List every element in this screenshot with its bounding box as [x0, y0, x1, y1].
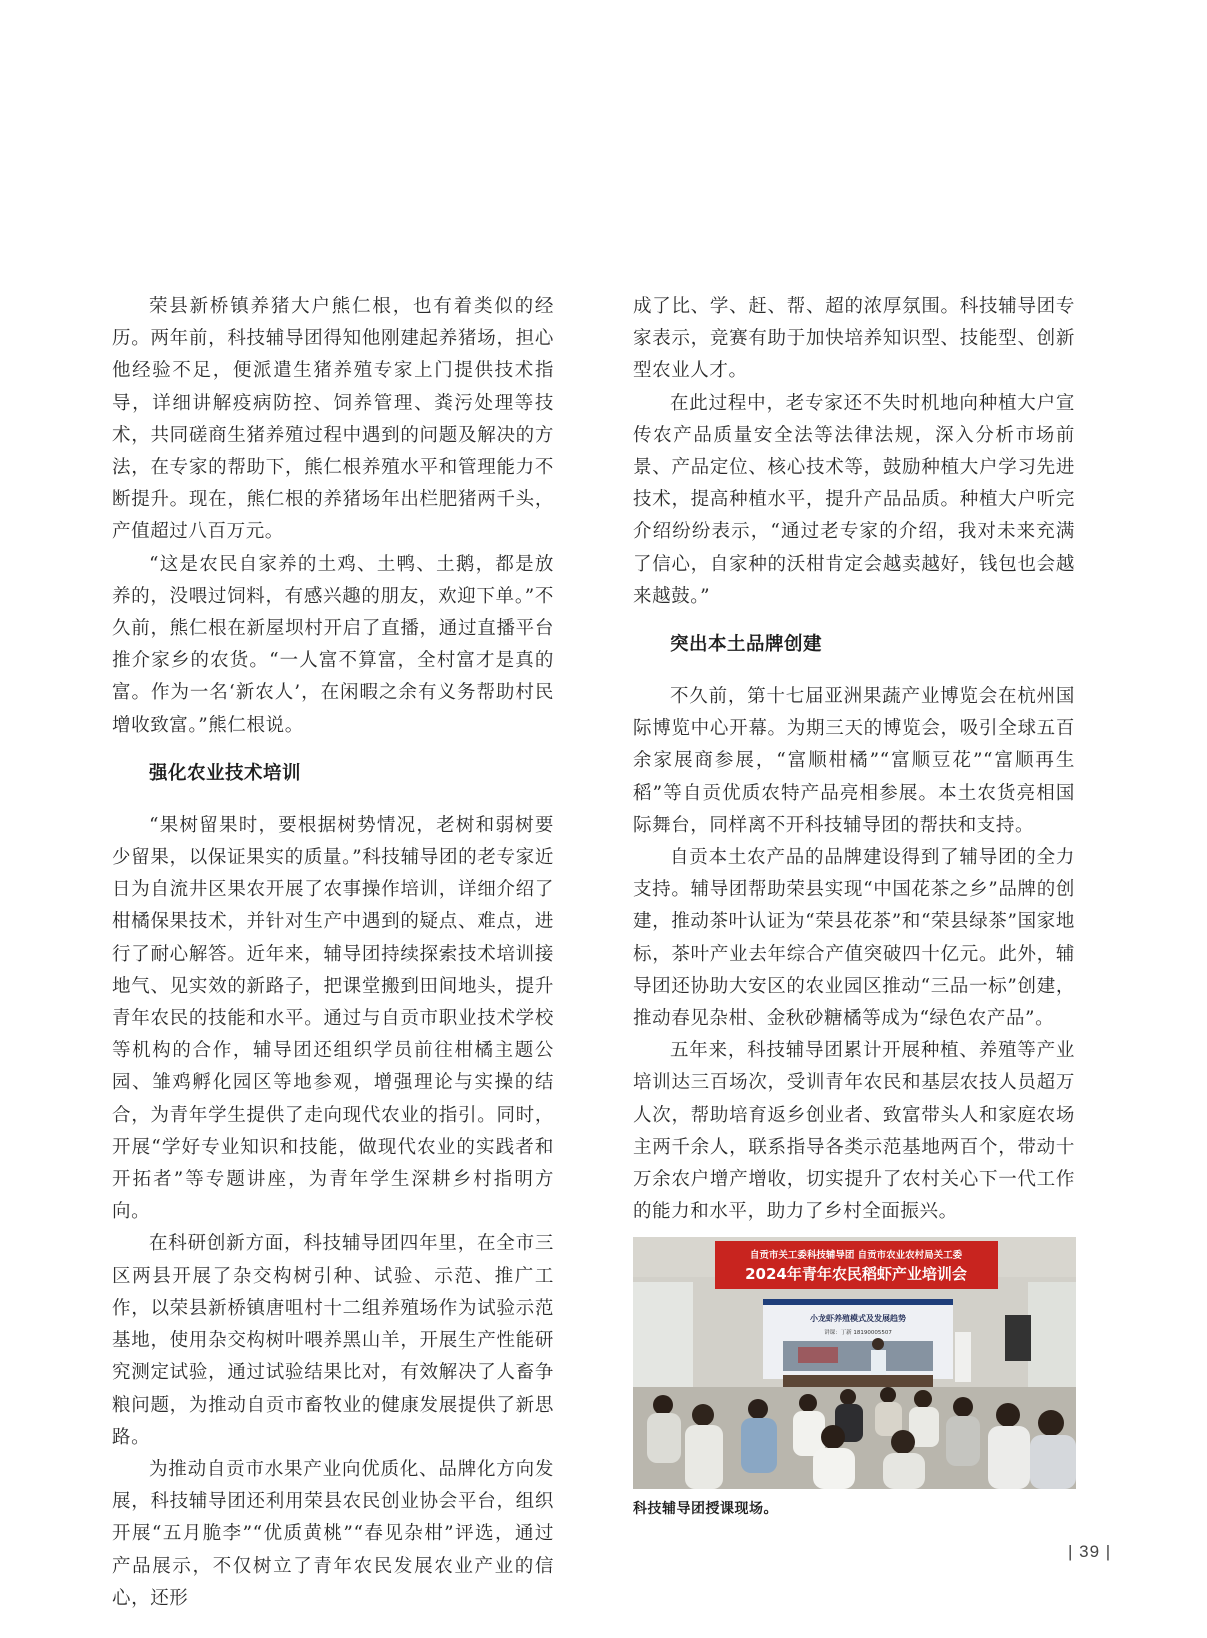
paragraph: 为推动自贡市水果产业向优质化、品牌化方向发展，科技辅导团还利用荣县农民创业协会平台，组织开展“五月脆李”“优质黄桃”“春见杂柑”评选，通过产品展示，不仅树立了青年农民发展农业产业的信心，还形 — [112, 1458, 554, 1609]
paragraph: 在此过程中，老专家还不失时机地向种植大户宣传农产品质量安全法等法律法规，深入分析市场前景、产品定位、核心技术等，鼓励种植大户学习先进技术，提高种植水平，提升产品品质。种植大户听完介绍纷纷表示，“通过老专家的介绍，我对未来充满了信心，自家种的沃柑肯定会越卖越好，钱包也会越来越鼓。” — [633, 392, 1075, 607]
paragraph: “这是农民自家养的土鸡、土鸭、土鹅，都是放养的，没喂过饲料，有感兴趣的朋友，欢迎下单。”不久前，熊仁根在新屋坝村开启了直播，通过直播平台推介家乡的农货。“一人富不算富，全村富才是真的富。作为一名‘新农人’，在闲暇之余有义务帮助村民增收致富。”熊仁根说。 — [112, 553, 554, 736]
paragraph: 自贡本土农产品的品牌建设得到了辅导团的全力支持。辅导团帮助荣县实现“中国花茶之乡”品牌的创建，推动茶叶认证为“荣县花茶”和“荣县绿茶”国家地标，茶叶产业去年综合产值突破四十亿元。此外，辅导团还协助大安区的农业园区推动“三品一标”创建，推动春见杂柑、金秋砂糖橘等成为“绿色农产品”。 — [633, 847, 1075, 1030]
photo-caption: 科技辅导团授课现场。 — [633, 1501, 778, 1517]
screen-subtitle: 讲课：丁新 18190005507 — [824, 1330, 892, 1336]
section-heading: 突出本土品牌创建 — [670, 634, 823, 656]
banner-line1: 自贡市关工委科技辅导团 自贡市农业农村局关工委 — [749, 1250, 963, 1261]
paragraph: 荣县新桥镇养猪大户熊仁根，也有着类似的经历。两年前，科技辅导团得知他刚建起养猪场，担心他经验不足，便派遣生猪养殖专家上门提供技术指导，详细讲解疫病防控、饲养管理、粪污处理等技术，共同磋商生猪养殖过程中遇到的问题及解决的方法，在专家的帮助下，熊仁根养殖水平和管理能力不断提升。现在，熊仁根的养猪场年出栏肥猪两千头，产值超过八百万元。 — [112, 296, 554, 543]
window — [633, 1282, 693, 1392]
paragraph: 在科研创新方面，科技辅导团四年里，在全市三区两县开展了杂交构树引种、试验、示范、推广工作，以荣县新桥镇唐咀村十二组养殖场作为试验示范基地，使用杂交构树叶喂养黑山羊，开展生产性能研究测定试验，通过试验结果比对，有效解决了人畜争粮问题，为推动自贡市畜牧业的健康发展提供了新思路。 — [112, 1233, 554, 1448]
paragraph: 成了比、学、赶、帮、超的浓厚氛围。科技辅导团专家表示，竞赛有助于加快培养知识型、技能型、创新型农业人才。 — [633, 296, 1075, 382]
banner-line2: 2024年青年农民稻虾产业培训会 — [745, 1265, 967, 1283]
page-number: | 39 | — [1068, 1542, 1112, 1561]
paragraph: “果树留果时，要根据树势情况，老树和弱树要少留果，以保证果实的质量。”科技辅导团的老专家近日为自流井区果农开展了农事操作培训，详细介绍了柑橘保果技术，并针对生产中遇到的疑点、难点，进行了耐心解答。近年来，辅导团持续探索技术培训接地气、见实效的新路子，把课堂搬到田间地头，提升青年农民的技能和水平。通过与自贡市职业技术学校等机构的合作，辅导团还组织学员前往柑橘主题公园、雏鸡孵化园区等地参观，增强理论与实操的结合，为青年学生提供了走向现代农业的指引。同时，开展“学好专业知识和技能，做现代农业的实践者和开拓者”等专题讲座，为青年学生深耕乡村指明方向。 — [112, 814, 554, 1223]
left-column — [112, 291, 554, 1615]
section-heading: 强化农业技术培训 — [149, 762, 302, 784]
paragraph: 不久前，第十七届亚洲果蔬产业博览会在杭州国际博览中心开幕。为期三天的博览会，吸引全球五百余家展商参展，“富顺柑橘”“富顺豆花”“富顺再生稻”等自贡优质农特产品亮相参展。本土农货亮相国际舞台，同样离不开科技辅导团的帮扶和支持。 — [633, 686, 1075, 836]
screen-title: 小龙虾养殖模式及发展趋势 — [810, 1314, 906, 1323]
training-photo — [633, 1237, 1076, 1489]
right-column — [633, 291, 1075, 1228]
paragraph: 五年来，科技辅导团累计开展种植、养殖等产业培训达三百场次，受训青年农民和基层农技人员超万人次，帮助培育返乡创业者、致富带头人和家庭农场主两千余人，联系指导各类示范基地两百个，带动十万余农户增产增收，切实提升了农村关心下一代工作的能力和水平，助力了乡村全面振兴。 — [633, 1040, 1075, 1223]
